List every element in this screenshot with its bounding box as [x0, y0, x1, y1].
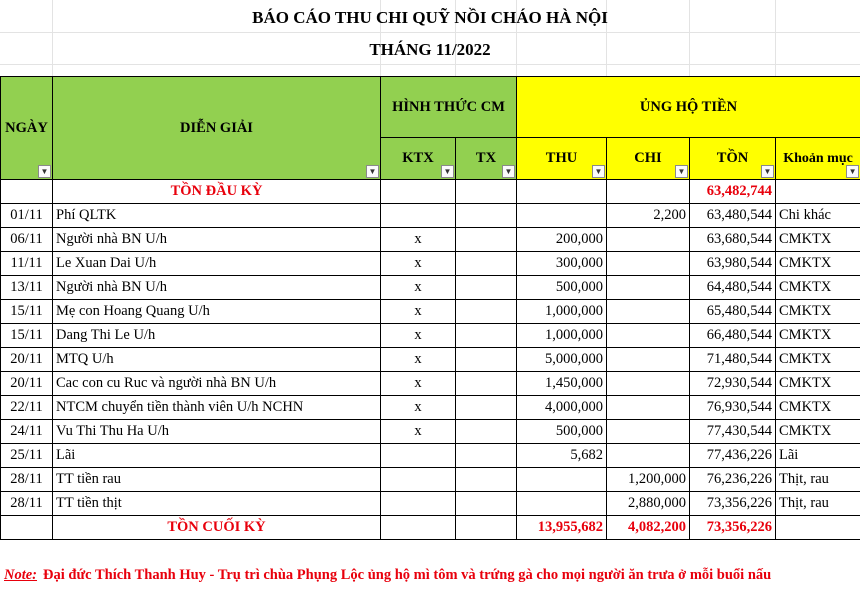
cell-ktx: x [381, 420, 456, 444]
filter-dropdown-icon[interactable]: ▼ [761, 165, 774, 178]
cell-ktx: x [381, 396, 456, 420]
cell-category: Thịt, rau [776, 468, 860, 492]
cell-date: 24/11 [1, 420, 53, 444]
table-row [1, 324, 860, 348]
closing-thu: 13,955,682 [517, 516, 607, 540]
table-row [1, 252, 860, 276]
closing-ton: 73,356,226 [690, 516, 776, 540]
cell-ton: 72,930,544 [690, 372, 776, 396]
table-row [1, 468, 860, 492]
cell-description: NTCM chuyển tiền thành viên U/h NCHN [53, 396, 381, 420]
report-title: BÁO CÁO THU CHI QUỸ NỒI CHÁO HÀ NỘI [252, 8, 608, 27]
cell-chi: 2,200 [607, 204, 690, 228]
cell-ktx: x [381, 324, 456, 348]
cell-chi [607, 300, 690, 324]
cell-tx [456, 348, 517, 372]
cell-ktx [381, 468, 456, 492]
cell-date: 22/11 [1, 396, 53, 420]
table-row [1, 420, 860, 444]
cell-description: MTQ U/h [53, 348, 381, 372]
cell-tx [456, 228, 517, 252]
table-row [1, 276, 860, 300]
cell-tx [456, 204, 517, 228]
header-tx: TX ▼ [456, 138, 517, 180]
cell-ktx: x [381, 300, 456, 324]
cell-category: CMKTX [776, 252, 860, 276]
cell-description: Dang Thi Le U/h [53, 324, 381, 348]
cell-ktx [381, 492, 456, 516]
cell-ktx [381, 444, 456, 468]
filter-dropdown-icon[interactable]: ▼ [846, 165, 859, 178]
cell-chi [607, 444, 690, 468]
cell-category: Thịt, rau [776, 492, 860, 516]
filter-dropdown-icon[interactable]: ▼ [38, 165, 51, 178]
table-row [1, 372, 860, 396]
cell-ktx: x [381, 228, 456, 252]
cell-chi [607, 252, 690, 276]
filter-dropdown-icon[interactable]: ▼ [502, 165, 515, 178]
cell-ktx: x [381, 348, 456, 372]
cell-ton: 71,480,544 [690, 348, 776, 372]
cell-date: 11/11 [1, 252, 53, 276]
cell-category: CMKTX [776, 420, 860, 444]
cell-description: Vu Thi Thu Ha U/h [53, 420, 381, 444]
cell-description: Le Xuan Dai U/h [53, 252, 381, 276]
cell-category: CMKTX [776, 228, 860, 252]
opening-balance-row [1, 180, 860, 204]
cell-ton: 63,980,544 [690, 252, 776, 276]
header-khoan-muc: Khoản mục ▼ [776, 138, 860, 180]
table-row [1, 444, 860, 468]
closing-chi: 4,082,200 [607, 516, 690, 540]
cell-thu: 4,000,000 [517, 396, 607, 420]
filter-dropdown-icon[interactable]: ▼ [592, 165, 605, 178]
cell-thu: 500,000 [517, 420, 607, 444]
cell-chi [607, 228, 690, 252]
cell-category: Chi khác [776, 204, 860, 228]
table-row [1, 228, 860, 252]
header-ktx: KTX ▼ [381, 138, 456, 180]
cell-thu: 1,000,000 [517, 300, 607, 324]
cell-thu [517, 204, 607, 228]
cell-date: 15/11 [1, 324, 53, 348]
cell-thu: 1,450,000 [517, 372, 607, 396]
cell-tx [456, 324, 517, 348]
header-ngay: NGÀY ▼ [1, 77, 53, 180]
cell-thu [517, 468, 607, 492]
footnote [4, 567, 771, 584]
cell-tx [456, 396, 517, 420]
cell-chi: 1,200,000 [607, 468, 690, 492]
cell-chi [607, 372, 690, 396]
cell-category: CMKTX [776, 324, 860, 348]
table-row [1, 300, 860, 324]
cell-date: 15/11 [1, 300, 53, 324]
cell-ktx: x [381, 372, 456, 396]
cell-thu: 200,000 [517, 228, 607, 252]
cell-category: CMKTX [776, 276, 860, 300]
header-thu: THU ▼ [517, 138, 607, 180]
cell-tx [456, 276, 517, 300]
table-row [1, 396, 860, 420]
cell-chi: 2,880,000 [607, 492, 690, 516]
header-dien-giai: DIỄN GIẢI ▼ [53, 77, 381, 180]
table-row [1, 348, 860, 372]
opening-label: TỒN ĐẦU KỲ [53, 180, 381, 204]
closing-label: TỒN CUỐI KỲ [53, 516, 381, 540]
cell-date: 20/11 [1, 372, 53, 396]
report-table [0, 76, 860, 540]
cell-description: Cac con cu Ruc và người nhà BN U/h [53, 372, 381, 396]
cell-thu [517, 492, 607, 516]
cell-ktx: x [381, 252, 456, 276]
closing-balance-row [1, 516, 860, 540]
cell-ton: 76,930,544 [690, 396, 776, 420]
cell-ton: 66,480,544 [690, 324, 776, 348]
cell-ton: 64,480,544 [690, 276, 776, 300]
cell-ton: 76,236,226 [690, 468, 776, 492]
cell-tx [456, 252, 517, 276]
cell-date: 28/11 [1, 468, 53, 492]
cell-category: CMKTX [776, 300, 860, 324]
opening-balance: 63,482,744 [690, 180, 776, 204]
cell-date: 06/11 [1, 228, 53, 252]
cell-tx [456, 420, 517, 444]
cell-category: CMKTX [776, 348, 860, 372]
cell-ton: 63,680,544 [690, 228, 776, 252]
cell-ton: 65,480,544 [690, 300, 776, 324]
cell-ton: 63,480,544 [690, 204, 776, 228]
cell-date: 01/11 [1, 204, 53, 228]
cell-description: Người nhà BN U/h [53, 228, 381, 252]
cell-chi [607, 420, 690, 444]
note-text: Đại đức Thích Thanh Huy - Trụ trì chùa Phụng Lộc ủng hộ mì tôm và trứng gà cho mọi người ăn trưa ở mỗi buổi nấu [43, 567, 772, 583]
cell-thu: 500,000 [517, 276, 607, 300]
cell-tx [456, 300, 517, 324]
filter-dropdown-icon[interactable]: ▼ [366, 165, 379, 178]
cell-tx [456, 492, 517, 516]
cell-tx [456, 372, 517, 396]
cell-chi [607, 396, 690, 420]
cell-thu: 1,000,000 [517, 324, 607, 348]
cell-category: CMKTX [776, 396, 860, 420]
cell-chi [607, 276, 690, 300]
filter-dropdown-icon[interactable]: ▼ [675, 165, 688, 178]
cell-date: 13/11 [1, 276, 53, 300]
cell-date: 20/11 [1, 348, 53, 372]
note-label: Note: [4, 567, 38, 583]
cell-thu: 5,682 [517, 444, 607, 468]
cell-date: 28/11 [1, 492, 53, 516]
cell-description: TT tiền thịt [53, 492, 381, 516]
table-row [1, 204, 860, 228]
table-row [1, 492, 860, 516]
header-ton: TỒN ▼ [690, 138, 776, 180]
header-chi: CHI ▼ [607, 138, 690, 180]
cell-description: Mẹ con Hoang Quang U/h [53, 300, 381, 324]
cell-chi [607, 324, 690, 348]
header-ung-ho: ỦNG HỘ TIỀN [517, 77, 860, 138]
cell-description: TT tiền rau [53, 468, 381, 492]
cell-chi [607, 348, 690, 372]
cell-thu: 300,000 [517, 252, 607, 276]
cell-ktx [381, 204, 456, 228]
cell-category: CMKTX [776, 372, 860, 396]
cell-category: Lãi [776, 444, 860, 468]
cell-tx [456, 444, 517, 468]
header-hinh-thuc: HÌNH THỨC CM [381, 77, 517, 138]
cell-date: 25/11 [1, 444, 53, 468]
cell-ktx: x [381, 276, 456, 300]
report-subtitle: THÁNG 11/2022 [369, 40, 491, 59]
cell-ton: 77,430,544 [690, 420, 776, 444]
cell-ton: 77,436,226 [690, 444, 776, 468]
cell-tx [456, 468, 517, 492]
cell-description: Người nhà BN U/h [53, 276, 381, 300]
cell-description: Lãi [53, 444, 381, 468]
cell-thu: 5,000,000 [517, 348, 607, 372]
cell-ton: 73,356,226 [690, 492, 776, 516]
cell-description: Phí QLTK [53, 204, 381, 228]
filter-dropdown-icon[interactable]: ▼ [441, 165, 454, 178]
